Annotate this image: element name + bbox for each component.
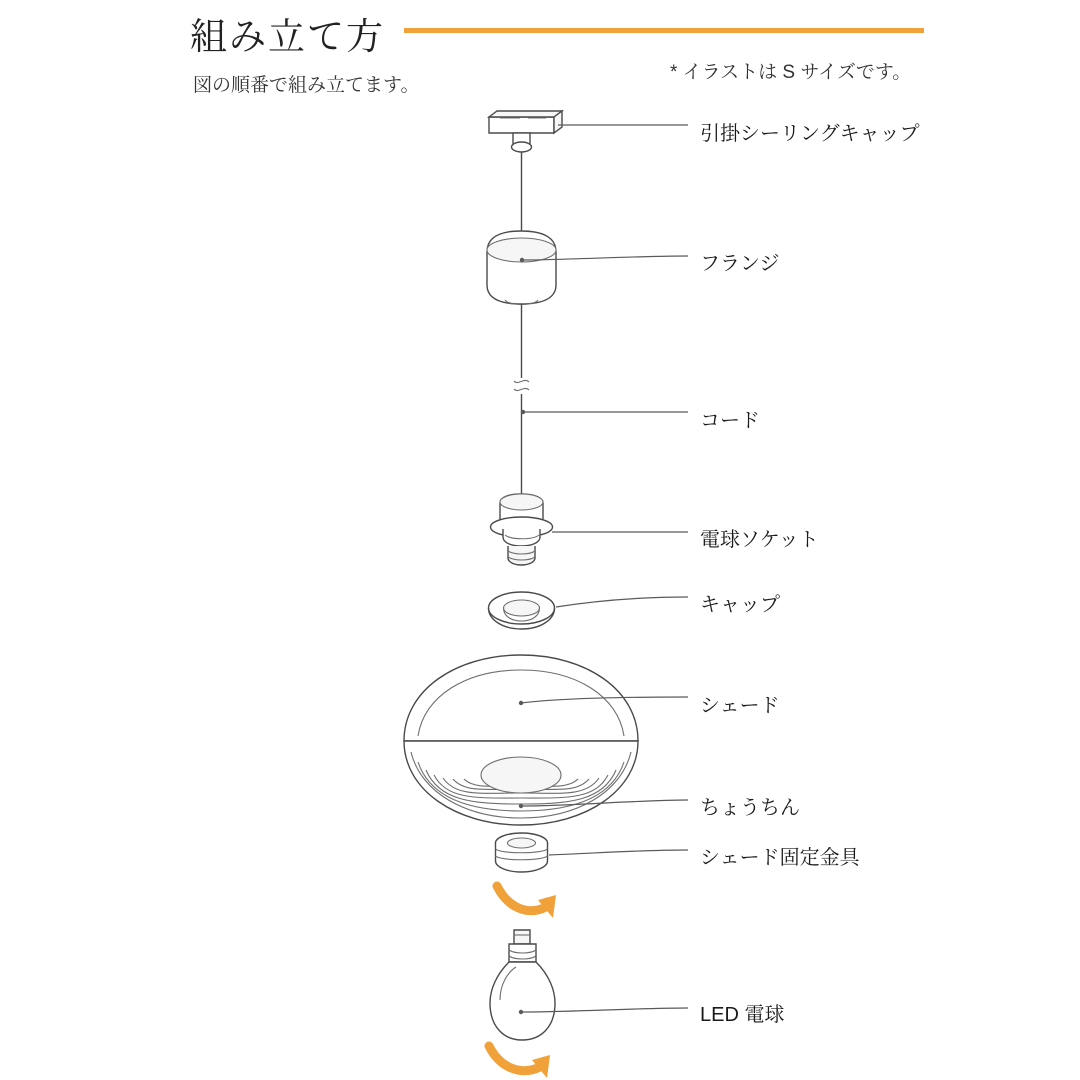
- cap-illustration: [489, 592, 555, 629]
- led-bulb-illustration: [490, 930, 555, 1040]
- socket-illustration: [491, 494, 553, 565]
- label-socket: 電球ソケット: [700, 529, 819, 551]
- label-cap: キャップ: [700, 594, 780, 616]
- rotation-arrow-upper: [497, 886, 556, 918]
- label-shade: シェード: [700, 695, 780, 717]
- page-title: 組み立て方: [190, 16, 385, 57]
- ceiling-cap-illustration: [489, 111, 562, 152]
- flange-illustration: [487, 231, 556, 305]
- chochin-illustration: [404, 741, 638, 825]
- page-subtitle: 図の順番で組み立てます。: [193, 75, 420, 96]
- shade-fixing-bracket-illustration: [496, 833, 548, 872]
- label-cord: コード: [700, 410, 760, 432]
- label-ceiling-cap: 引掛シーリングキャップ: [700, 123, 920, 145]
- label-shade-fixing-bracket: シェード固定金具: [700, 847, 860, 869]
- label-led-bulb: LED 電球: [700, 1004, 785, 1026]
- label-chochin: ちょうちん: [700, 797, 800, 819]
- size-note: * イラストは S サイズです。: [670, 62, 912, 83]
- rotation-arrow-lower: [489, 1046, 550, 1078]
- label-flange: フランジ: [700, 253, 780, 275]
